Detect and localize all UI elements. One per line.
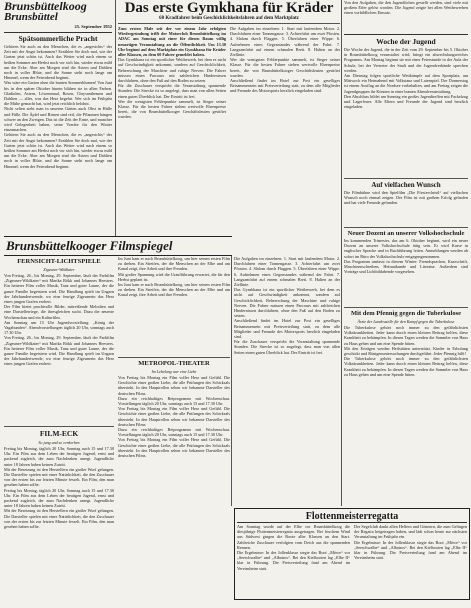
film-paragraph: Von Freitag bis Montag ein Film voller Herz und Gefühl. Die Geschichte einer großen Liebe, die alle Prüfungen des Schicksals übersteht. In den Hauptrollen sehen wir bekannte Darsteller des deutschen Films. <box>118 406 230 427</box>
film-paragraph: Am Sonntag um 15 Uhr Jugendvorstellung: „König der Vagabunden“. Abendvorstellungen täglich 20 Uhr, sonntags auch 17.30 Uhr. <box>4 319 114 336</box>
article-paragraph: Von den Aufgaben, die den Jugendlichen gestellt werden, sind viele mit großem Eifer gelöst worden. Die Jugend zeigte bei allen Wettbewerben einen vorbildlichen Einsatz. <box>344 0 468 16</box>
film-review-metropol <box>118 375 230 597</box>
column-rule <box>341 0 342 506</box>
right-column <box>344 0 468 419</box>
film-banner <box>4 236 232 256</box>
film-paragraph: Mit der Besetzung ist den Herstellern ein großer Wurf gelungen. Die Darsteller spielen mit einer Natürlichkeit, die den Zuschauer von der ersten bis zur letzten Minute fesselt. Ein Film, den man gesehen haben sollte. <box>4 466 114 488</box>
film-paragraph: Freitag bis Montag, täglich 20 Uhr, Sonntag auch 15 und 17.30 Uhr. Ein Film aus dem Leben der heutigen Jugend, ernst und packend zugleich, der zum Nachdenken anregt. Jugendliche unter 18 Jahren haben keinen Zutritt. <box>4 487 114 509</box>
headline-gymkhana: Das erste Gymkhana für Kräder <box>124 0 334 16</box>
article-paragraph: Die Tuberkulose gehört noch immer zu den gefährlichsten Volkskrankheiten. Jeder kann durch einen kleinen Beitrag helfen, diese Krankheit zu bekämpfen. In diesen Tagen werden die Sammler von Haus zu Haus gehen und um eine Spende bitten. <box>344 356 468 377</box>
article-paragraph: Das Gymkhana ist ein sportlicher Wettbewerb, bei dem es nicht auf Geschwindigkeit ankommt, sondern auf Geschicklichkeit, Beherrschung der Maschine und ruhige Nerven. Die Fahrer müssen einen Parcours mit zahlreichen Hindernissen durchfahren, ohne den Fuß auf den Boden zu setzen. <box>234 287 340 319</box>
headline-tuberkulose: Mit dem Pfennig gegen die Tuberkulose <box>351 310 461 317</box>
article-paragraph: Das Programm umfasst in diesem Winter: Fremdsprachen, Kurzschrift, Maschinenschreiben, Heimatkunde und Literatur. Außerdem sind Vorträge und Lichtbildabende vorgesehen. <box>344 258 468 275</box>
film-title-liebe: Im Lebelang war eine Liebe <box>151 369 197 374</box>
article-paragraph: Im kommenden Trimester, das am 6. Oktober beginnt, wird ein neuer Dozent an unserer Volkshochschule tätig sein. Er wird Kurse in englischer Sprache und in Buchführung leiten. Anmeldungen werden ab sofort im Büro der Volkshochschule entgegengenommen. <box>344 238 468 259</box>
film-paragraph: Von Freitag, 26., bis Montag, 29. September, läuft der Farbfilm „Zigeuner-Wildkater“ mit Marika Rökk und Johannes Heesters. Ein heiterer Film voller Musik, Tanz und guter Laune, der die ganze Familie begeistern wird. Die Handlung spielt im Ungarn der Jahrhundertwende, wo eine feurige Zigeunerin das Herz eines jungen Grafen erobert. <box>4 335 114 367</box>
masthead-line1: Brunsbüttelkoog <box>4 0 87 13</box>
film-paragraph: Im Juni kam er nach Brunsbüttelkoog, um hier seinen ersten Film zu drehen. Ein Streifen, der die Menschen an der Elbe und am Kanal zeigt, ihre Arbeit und ihre Freuden. <box>118 282 230 298</box>
film-paragraph: Freitag bis Montag, täglich 20 Uhr, Sonntag auch 15 und 17.30 Uhr. Ein Film aus dem Leben der heutigen Jugend, ernst und packend zugleich, der zum Nachdenken anregt. Jugendliche unter 18 Jahren haben keinen Zutritt. <box>4 446 114 467</box>
left-column <box>4 0 112 240</box>
film-paragraph: Dazu ein reichhaltiges Beiprogramm mit Wochenschau. Vorstellungen täglich 20 Uhr, sonntags auch 15 und 17.30 Uhr. <box>118 427 230 438</box>
film-paragraph: Im Juni kam er nach Brunsbüttelkoog, um hier seinen ersten Film zu drehen. Ein Streifen, der die Menschen an der Elbe und am Kanal zeigt, ihre Arbeit und ihre Freuden. <box>118 256 230 272</box>
cinema-heading-fernsicht: FERNSICHT-LICHTSPIELE <box>17 258 101 265</box>
article-paragraph: Mit den Erträgen werden Heilstätten unterstützt, Kinder in Erholung geschickt und Röntgenuntersuchungen durchgeführt. Jeder Pfennig hilft! <box>344 345 468 357</box>
gymkhana-col-a <box>118 26 226 234</box>
film-paragraph: Dazu ein reichhaltiges Beiprogramm mit Wochenschau. Vorstellungen täglich 20 Uhr, sonntags auch 15 und 17.30 Uhr. <box>118 395 230 407</box>
article-top-right <box>344 0 468 32</box>
article-paragraph: Für die Zuschauer verspricht die Veranstaltung spannende Stunden. Die Strecke ist so angelegt, dass man von allen Seiten einen guten Überblick hat. Der Eintritt ist frei. <box>118 83 226 99</box>
article-paragraph: Anschließend findet im Hotel zur Post ein geselliges Beisammensein mit Preisverteilung statt, zu dem alle Mitglieder und Freunde des Motorsports herzlich eingeladen sind. <box>230 78 340 94</box>
column-rule <box>115 0 116 236</box>
film-title-jung: So jung und so verdorben <box>38 440 80 445</box>
film-paragraph: Mit der Besetzung ist den Herstellern ein großer Wurf gelungen. Die Darsteller spielen mit einer Natürlichkeit, die den Zuschauer von der ersten bis zur letzten Minute fesselt. Ein Film, den man gesehen haben sollte. <box>4 508 114 530</box>
article-paragraph: Was wäre ein Garten ohne die bunten Sommerblumen! Von Juni bis in den späten Oktober hinein blühen sie in allen Farben. Gladiolen, Astern, Löwenmaul, Rosen, Chrysanthemen und Dahlien — alles, was das Herz begehrt. Wer sich im Frühjahr die Mühe gemacht hat, wird jetzt reichlich belohnt. <box>4 80 112 107</box>
film-center-column <box>118 256 230 597</box>
article-paragraph: Den Abschluss bildet am Sonntag ein großes Jugendtreffen mit Fackelzug und Lagerfeuer. Alle Eltern und Freunde der Jugend sind herzlich eingeladen. <box>344 93 468 110</box>
article-paragraph: Wer die wenigsten Fehlerpunkte sammelt, ist Sieger seiner Klasse. Für die besten Fahrer stehen wertvolle Ehrenpreise bereit, die von Brunsbüttelkooger Geschäftsleuten gestiftet wurden. <box>230 57 340 78</box>
article-paragraph: Die Ergebnisse: In der Jollenklasse siegte das Boot „Möwe“ vor „Seeschwalbe“ und „Albatros“. Bei den Kielbooten lag „Elbe II“ klar in Führung. Die Preisverteilung fand am Abend im Vereinsheim statt. <box>354 539 467 561</box>
film-paragraph: Der Film bietet prachtvolle Bilder, mitreißende Melodien und eine Darstellerriege, die ihresgleichen sucht. Dazu die neueste Wochenschau und ein Kulturfilm. <box>4 304 114 320</box>
film-banner-title: Brunsbüttelkooger Filmspiegel <box>6 238 173 253</box>
masthead-line2: Brunsbüttel <box>4 11 58 23</box>
film-review-fernsicht <box>4 273 114 425</box>
headline-jugend: Woche der Jugend <box>376 37 436 46</box>
article-paragraph: Die Aufgaben im einzelnen: 1. Start mit laufendem Motor. 2. Durchfahren einer Tonnengasse. 3. Achterfahrt um zwei Pfosten. 4. Slalom durch Flaggen. 5. Überfahren einer Wippe. 6. Aufnehmen eines Gegenstandes während der Fahrt. 7. Langsamfahrt auf einem schmalen Brett. 8. Halten an der Ziellinie. <box>234 256 340 288</box>
regatta-col-b <box>354 524 467 594</box>
article-paragraph: Anschließend findet im Hotel zur Post ein geselliges Beisammensein mit Preisverteilung statt, zu dem alle Mitglieder und Freunde des Motorsports herzlich eingeladen sind. <box>234 318 340 340</box>
article-jugend <box>344 47 468 177</box>
article-paragraph: Die Filmbühne wird den Spielfilm „Die Försterchristl“ auf vielfachen Wunsch noch einmal zeigen. Der Film ist mit großem Erfolg gelaufen und hat viele Freunde gefunden. <box>344 190 468 206</box>
center-top <box>118 0 340 25</box>
film-review-center <box>118 256 230 356</box>
article-paragraph: Zum ersten Male seit der vor einem Jahr erfolgten Wiedergründung trifft der Motorclub Brunsbüttelkoog im ADAC am Sonntag mit einer für diesen Raum völlig neuartigen Veranstaltung an die Öffentlichkeit. Um 13.30 Uhr beginnt auf dem Marktplatz ein Gymkhana für Kräder aller Klassen, zu dem 60 Fahrer gemeldet haben. <box>118 26 226 58</box>
cinema-heading-filmeck: FILM-ECK <box>39 429 79 438</box>
article-paragraph: Die Aufgaben im einzelnen: 1. Start mit laufendem Motor. 2. Durchfahren einer Tonnengasse. 3. Achterfahrt um zwei Pfosten. 4. Slalom durch Flaggen. 5. Überfahren einer Wippe. 6. Aufnehmen eines Gegenstandes während der Fahrt. 7. Langsamfahrt auf einem schmalen Brett. 8. Halten an der Ziellinie. <box>230 26 340 58</box>
article-dozent <box>344 238 468 306</box>
headline-regatta: Flottenmeisterregatta <box>237 511 467 523</box>
regatta-box <box>234 508 470 600</box>
article-paragraph: Der Segelclub dankt allen Helfern und Gönnern, die zum Gelingen der Regatta beigetragen haben, und lädt schon heute zur nächsten Veranstaltung im Frühjahr ein. <box>354 524 467 540</box>
article-paragraph: Für die Zuschauer verspricht die Veranstaltung spannende Stunden. Die Strecke ist so angelegt, dass man von allen Seiten einen guten Überblick hat. Der Eintritt ist frei. <box>234 339 340 355</box>
film-paragraph: Mit großer Spannung wird die Uraufführung erwartet, die für den Herbst geplant ist. <box>118 271 230 282</box>
article-paragraph: Die Woche der Jugend, die in der Zeit vom 29. September bis 5. Oktober in Brunsbüttelkoog veranstaltet wird, bringt ein abwechslungsreiches Programm. Am Montag beginnt sie mit einer Feierstunde in der Aula der Schule, bei der Vertreter der Stadt und der Jugendverbände sprechen werden. <box>344 47 468 73</box>
film-left-column <box>4 256 114 608</box>
article-paragraph: Das Gymkhana ist ein sportlicher Wettbewerb, bei dem es nicht auf Geschwindigkeit ankommt, sondern auf Geschicklichkeit, Beherrschung der Maschine und ruhige Nerven. Die Fahrer müssen einen Parcours mit zahlreichen Hindernissen durchfahren, ohne den Fuß auf den Boden zu setzen. <box>118 57 226 84</box>
article-tuberkulose <box>344 325 468 419</box>
gymkhana-col-b <box>230 26 340 234</box>
article-paragraph: Die Ergebnisse: In der Jollenklasse siegte das Boot „Möwe“ vor „Seeschwalbe“ und „Albatros“. Bei den Kielbooten lag „Elbe II“ klar in Führung. Die Preisverteilung fand am Abend im Vereinsheim statt. <box>237 550 350 571</box>
film-title-zigeuner: Zigeuner-Wildkater <box>43 267 75 272</box>
subhead-gymkhana: 60 Kradfahrer beim Geschicklichkeitsfahren auf dem Marktplatz <box>159 16 299 21</box>
column-rule <box>231 256 232 506</box>
cinema-heading-metropol: METROPOL-THEATER <box>138 360 210 367</box>
film-paragraph: Von Freitag bis Montag ein Film voller Herz und Gefühl. Die Geschichte einer großen Liebe, die alle Prüfungen des Schicksals übersteht. In den Hauptrollen sehen wir bekannte Darsteller des deutschen Films. <box>118 375 230 396</box>
regatta-col-a <box>237 524 350 594</box>
article-wunsch <box>344 190 468 226</box>
film-review-filmeck <box>4 446 114 608</box>
article-paragraph: Am Dienstag folgen sportliche Wettkämpfe auf dem Sportplatz, am Mittwoch ein Heimabend mit Volkstanz und Laienspiel. Der Donnerstag ist einem Ausflug an die Nordsee vorbehalten, und am Freitag zeigen die Jugendgruppen ihr Können in einer bunten Abendveranstaltung. <box>344 73 468 94</box>
article-paragraph: Am Sonntag wurde auf der Elbe vor Brunsbüttelkoog die diesjährige Flottenmeisterregatta ausgetragen. Bei frischem Wind aus Südwest gingen die Boote aller Klassen an den Start. Zahlreiche Zuschauer verfolgten vom Deich aus die spannenden Rennen. <box>237 524 350 550</box>
article-paragraph: Gehören Sie auch zu den Menschen, die es „angesichts“ der Zeit mit der Angst bekommen? Erzählen Sie doch mal, wie der Garten jetzt schön ist. Auch das Wetter wird nach einem so heißen Sommer am Herbst noch vor sich hin, wieder etwas mild um die Ecke. Aber am Morgen sind die Astern und Dahlien noch in voller Blüte, und die Sonne steht noch lange am Himmel, wenn der Feierabend beginnt. <box>4 44 112 81</box>
article-paragraph: Gehören Sie auch zu den Menschen, die es „angesichts“ der Zeit mit der Angst bekommen? Erzählen Sie doch mal, wie der Garten jetzt schön ist. Auch das Wetter wird nach einem so heißen Sommer am Herbst noch vor sich hin, wieder etwas mild um die Ecke. Aber am Morgen sind die Astern und Dahlien noch in voller Blüte, und die Sonne steht noch lange am Himmel, wenn der Feierabend beginnt. <box>4 132 112 169</box>
subhead-tuberkulose: Ärzte der Landesstelle für den Kampf gegen die Tuberkulose <box>357 319 455 324</box>
masthead <box>4 0 112 30</box>
gymkhana-continuation <box>234 256 340 506</box>
headline-spaetsommer: Spätsommerliche Pracht <box>18 34 98 43</box>
headline-wunsch: Auf vielfachen Wunsch <box>371 181 441 189</box>
article-paragraph: Nicht selten sieht man in unseren Gärten auch Obst in Hülle und Fülle. Die Äpfel und Birnen sind reif, die Pflaumen hängen schwer an den Zweigen. Das ist die Zeit der Ernte, und mancher wird Gelegenheit haben, seine Vorräte für den Winter einzumachen. <box>4 106 112 133</box>
headline-dozent: Neuer Dozent an unserer Volkshochschule <box>347 230 465 237</box>
article-paragraph: Die Tuberkulose gehört noch immer zu den gefährlichsten Volkskrankheiten. Jeder kann durch einen kleinen Beitrag helfen, diese Krankheit zu bekämpfen. In diesen Tagen werden die Sammler von Haus zu Haus gehen und um eine Spende bitten. <box>344 325 468 346</box>
masthead-date: 25. September 1952 <box>74 24 112 29</box>
film-paragraph: Von Freitag bis Montag ein Film voller Herz und Gefühl. Die Geschichte einer großen Liebe, die alle Prüfungen des Schicksals übersteht. In den Hauptrollen sehen wir bekannte Darsteller des deutschen Films. <box>118 437 230 459</box>
article-spaetsommer <box>4 44 112 240</box>
article-paragraph: Wer die wenigsten Fehlerpunkte sammelt, ist Sieger seiner Klasse. Für die besten Fahrer stehen wertvolle Ehrenpreise bereit, die von Brunsbüttelkooger Geschäftsleuten gestiftet wurden. <box>118 98 226 120</box>
film-paragraph: Von Freitag, 26., bis Montag, 29. September, läuft der Farbfilm „Zigeuner-Wildkater“ mit Marika Rökk und Johannes Heesters. Ein heiterer Film voller Musik, Tanz und guter Laune, der die ganze Familie begeistern wird. Die Handlung spielt im Ungarn der Jahrhundertwende, wo eine feurige Zigeunerin das Herz eines jungen Grafen erobert. <box>4 273 114 305</box>
